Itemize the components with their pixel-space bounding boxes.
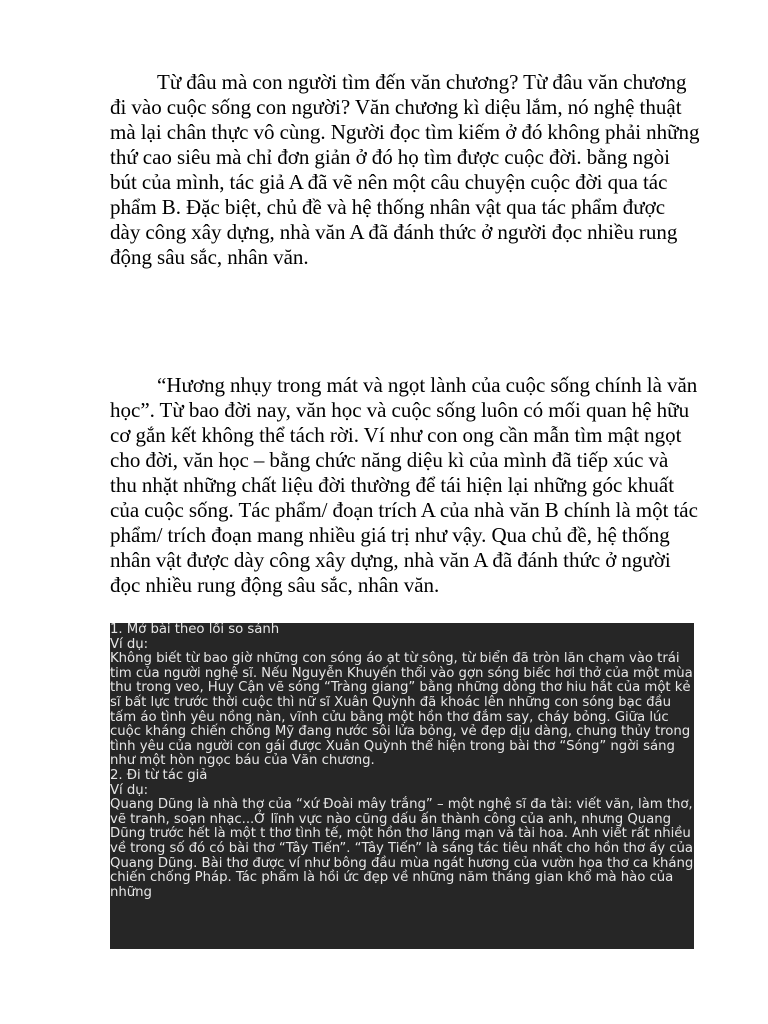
example-label-2: Ví dụ: — [110, 782, 149, 798]
example-text-2: Quang Dũng là nhà thơ của “xứ Đoài mây trắng” – một nghệ sĩ đa tài: viết văn, làm thơ, vẽ tranh, soạn nhạc...Ở lĩnh vực nào cũng dấu ấn thành công của anh, nhưng Quang Dũng trước hết là một t thơ tình tế, một hồn thơ lãng mạn và tài hoa. Anh viết rất nhiều về trong số đó có bài thơ “Tây Tiến”. “Tây Tiến” là sáng tác tiêu nhất cho hồn thơ ấy của Quang Dũng. Bài thơ được ví như bông đầu mùa ngát hương của vườn hoa thơ ca kháng chiến chống Pháp. Tác phẩm là hồi ức đẹp về những năm tháng gian khổ mà hào của những — [110, 797, 694, 900]
example-text-1: Không biết từ bao giờ những con sóng áo ạt từ sông, từ biển đã tròn lăn chạm vào trái tim của người nghệ sĩ. Nếu Nguyễn Khuyến thổi vào gợn sóng biếc hơi thở của một mùa thu trong veo, Huy Cận vẽ sóng “Tràng giang” bằng những dòng thơ hiu hắt của một kẻ sĩ bất lực trước thời cuộc thì nữ sĩ Xuân Quỳnh đã khoác lên những con sóng bạc đầu tấm áo tình yêu nồng nàn, vĩnh cửu bằng một hồn thơ đắm say, cháy bỏng. Giữa lúc cuộc kháng chiến chống Mỹ đang nước sôi lửa bỏng, vẻ đẹp dịu dàng, chung thủy trong tình yêu của người con gái được Xuân Quỳnh thể hiện trong bài thơ “Sóng” ngời sáng như một hòn ngọc báu của Văn chương. — [110, 651, 693, 769]
paragraph-intro-2: “Hương nhụy trong mát và ngọt lành của cuộc sống chính là văn học”. Từ bao đời nay, văn học và cuộc sống luôn có mối quan hệ hữu cơ gắn kết không thể tách rời. Ví như con ong cần mẫn tìm mật ngọt cho đời, văn học – bằng chức năng diệu kì của mình đã tiếp xúc và thu nhặt những chất liệu đời thường để tái hiện lại những góc khuất của cuộc sống. Tác phẩm/ đoạn trích A của nhà văn B chính là một tác phẩm/ trích đoạn mang nhiều giá trị như vậy. Qua chủ đề, hệ thống nhân vật được dày công xây dựng, nhà văn A đã đánh thức ở người đọc nhiều rung động sâu sắc, nhân văn. — [110, 373, 698, 597]
example-label-1: Ví dụ: — [110, 636, 149, 652]
section-heading-2: 2. Đi từ tác giả — [110, 767, 208, 783]
section-heading-1: 1. Mở bài theo lối so sánh — [110, 623, 280, 637]
dark-text-block — [110, 623, 694, 949]
paragraph-intro-1: Từ đâu mà con người tìm đến văn chương? Từ đâu văn chương đi vào cuộc sống con người? Văn chương kì diệu lắm, nó nghệ thuật mà lại chân thực vô cùng. Người đọc tìm kiếm ở đó không phải những thứ cao siêu mà chỉ đơn giản ở đó họ tìm được cuộc đời. bằng ngòi bút của mình, tác giả A đã vẽ nên một câu chuyện cuộc đời qua tác phẩm B. Đặc biệt, chủ đề và hệ thống nhân vật qua tác phẩm được dày công xây dựng, nhà văn A đã đánh thức ở người đọc nhiều rung động sâu sắc, nhân văn. — [110, 70, 700, 269]
